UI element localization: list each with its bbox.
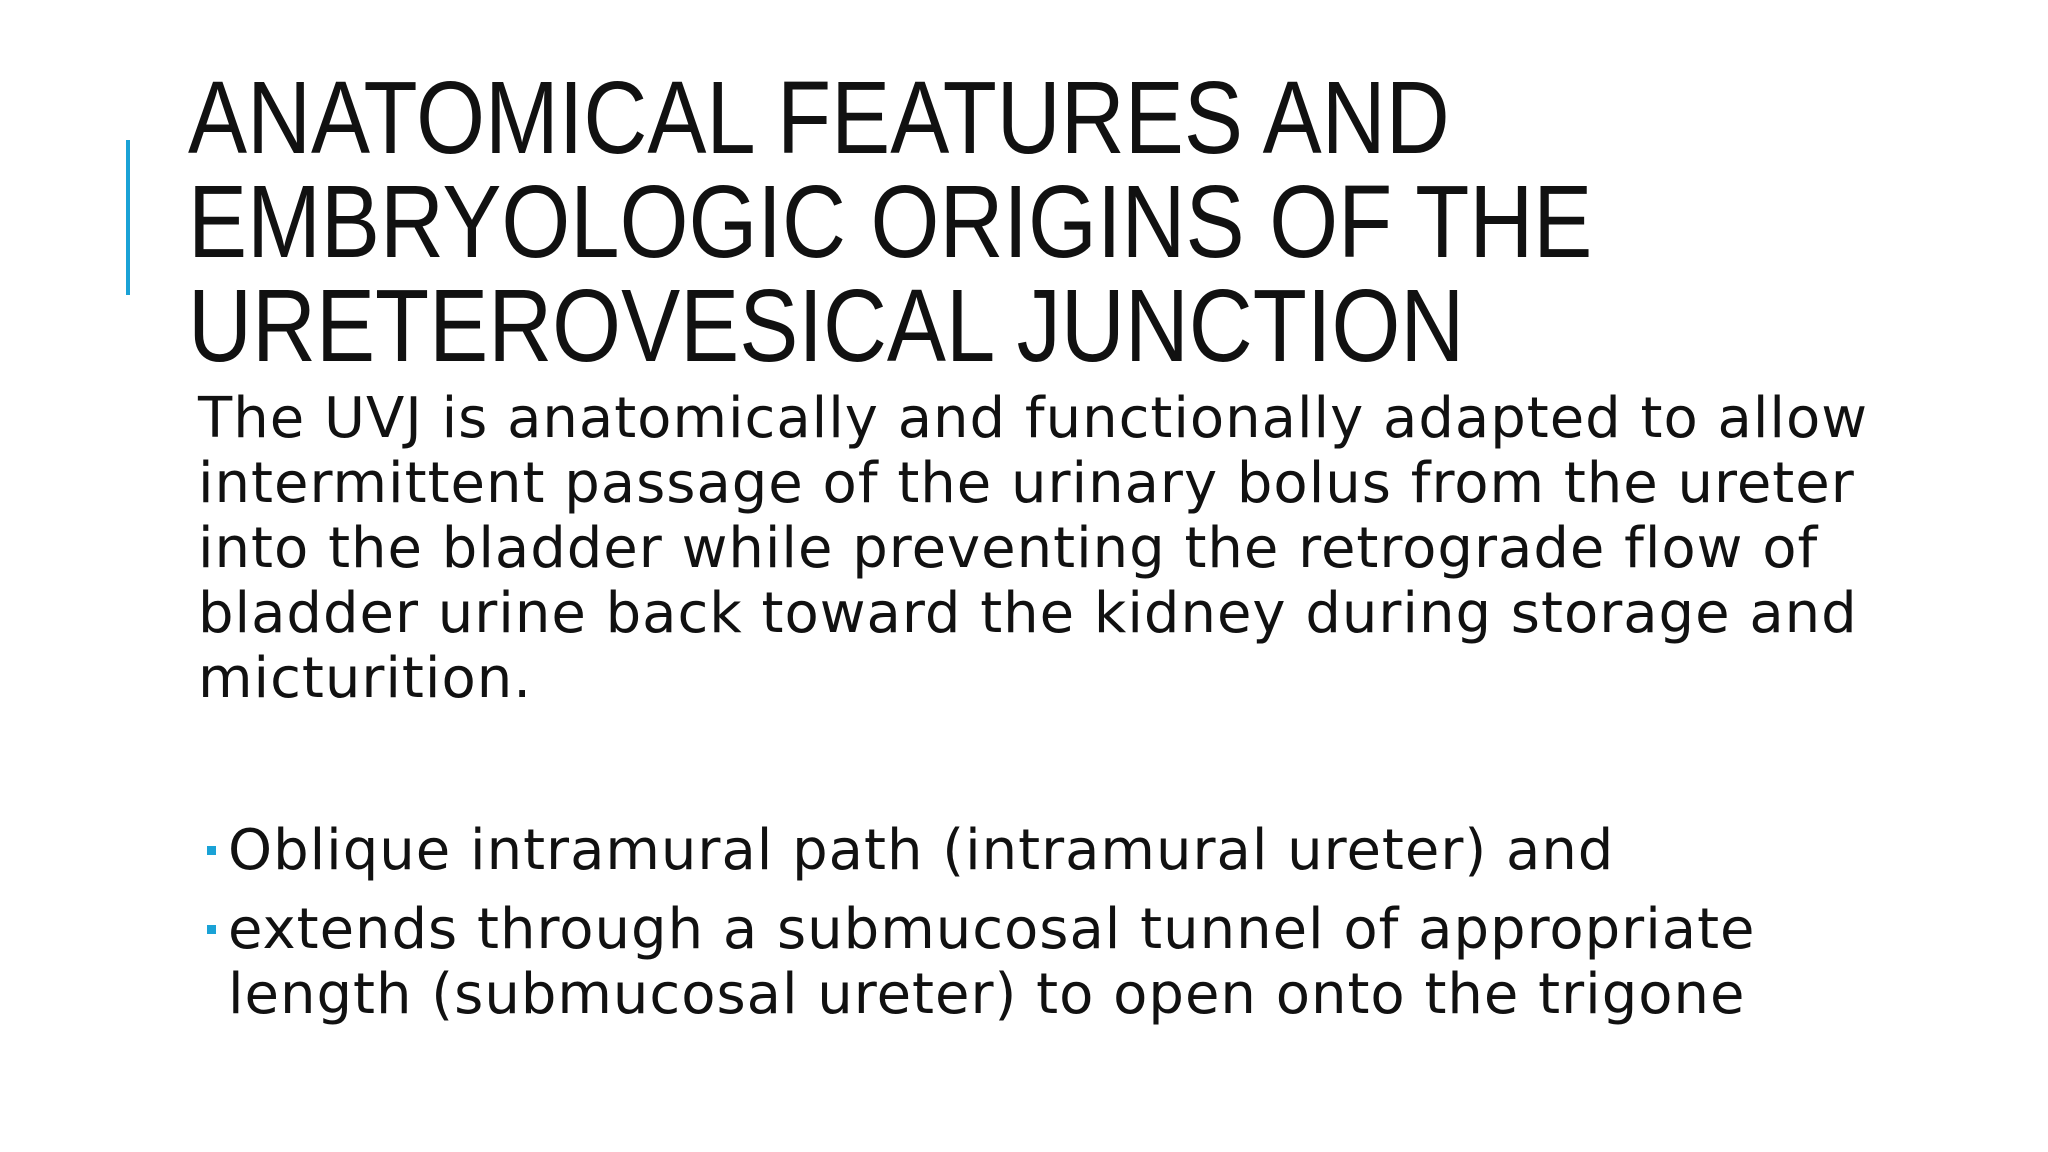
square-bullet-icon <box>207 846 216 855</box>
title-line-2: EMBRYOLOGIC ORIGINS OF THE <box>188 164 1593 279</box>
bullet-item-1 <box>198 818 1898 883</box>
bullet-item-2 <box>198 897 1898 1027</box>
bullet-text-2: extends through a submucosal tunnel of appropriate length (submucosal ureter) to open onto the trigone <box>228 897 1756 1027</box>
bullet-text-1: Oblique intramural path (intramural ureter) and <box>228 818 1615 883</box>
bullet-list <box>198 818 1898 1041</box>
title-accent-bar <box>126 140 130 295</box>
title-line-3: URETEROVESICAL JUNCTION <box>188 268 1465 383</box>
slide-title <box>188 60 1702 383</box>
body-paragraph: The UVJ is anatomically and functionally adapted to allow intermittent passage of the urinary bolus from the ureter into the bladder while preventing the retrograde flow of bladder urine back toward the kidney during storage and micturition. <box>198 386 1869 711</box>
title-line-1: ANATOMICAL FEATURES AND <box>188 60 1450 175</box>
square-bullet-icon <box>207 925 216 934</box>
